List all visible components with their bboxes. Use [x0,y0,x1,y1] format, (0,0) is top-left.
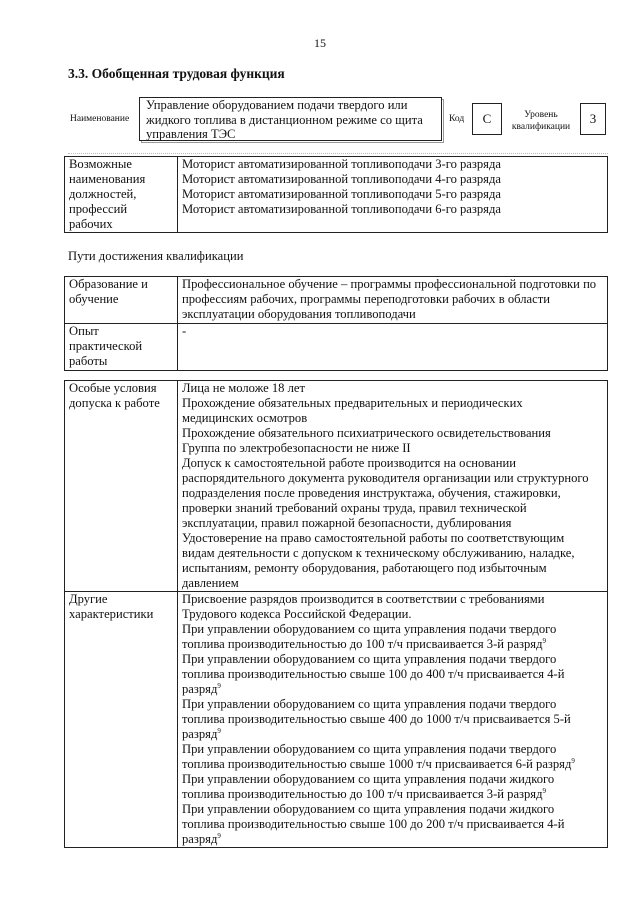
characteristic-line [182,637,603,652]
characteristic-text: При управлении оборудованием со щита управления подачи твердого [182,652,557,666]
function-name-box [139,97,442,141]
characteristic-line [182,667,603,682]
name-label: Наименование [70,114,130,124]
condition-line: подразделения после проведения инструктажа, обучения, стажировки, [182,486,561,500]
positions-label [65,157,178,233]
experience-label [65,324,178,371]
footnote-ref: 9 [542,636,547,645]
function-name-line: Управление оборудованием подачи твердого или [146,98,408,112]
characteristic-line [182,607,603,622]
characteristic-text: При управлении оборудованием со щита управления подачи твердого [182,742,557,756]
characteristic-text: Трудового кодекса Российской Федерации. [182,607,412,621]
other-label-line: характеристики [69,607,154,621]
characteristic-text: разряд [182,832,218,846]
characteristic-text: топлива производительностью свыше 1000 т/ч присваивается 6-й разряд [182,757,572,771]
positions-label-line: должностей, [69,187,137,201]
characteristic-text: При управлении оборудованием со щита управления подачи жидкого [182,772,555,786]
positions-label-line: профессий [69,202,128,216]
education-label-line: обучение [69,292,119,306]
footnote-ref: 9 [571,756,575,765]
other-label [65,592,178,848]
function-name-line: жидкого топлива в дистанционном режиме со щита [146,112,423,127]
characteristic-text: При управлении оборудованием со щита управления подачи жидкого [182,802,555,816]
characteristic-line [182,742,603,757]
characteristic-line [182,652,603,667]
conditions-label [65,381,178,592]
experience-value: - [178,324,608,371]
conditions-label-line: допуска к работе [69,396,160,410]
conditions-label-line: Особые условия [69,381,157,395]
condition-line: давлением [182,576,239,590]
experience-label-line: Опыт [69,324,99,338]
characteristic-text: При управлении оборудованием со щита управления подачи твердого [182,622,557,636]
experience-label-line: практической [69,339,143,353]
footnote-ref: 9 [217,831,221,840]
position-item: Моторист автоматизированной топливоподачи 5-го разряда [182,187,501,201]
condition-line: Группа по электробезопасности не ниже II [182,441,411,455]
footnote-ref: 9 [542,786,547,795]
conditions-value [178,381,608,592]
code-value: С [472,103,502,135]
condition-line: видам деятельности с допуском к техническому обслуживанию, наладке, [182,546,575,560]
education-line: профессиям рабочих, программы переподготовки рабочих в области [182,292,550,306]
level-label [508,109,574,133]
other-label-line: Другие [69,592,108,606]
characteristic-line [182,772,603,787]
characteristic-text: Присвоение разрядов производится в соответствии с требованиями [182,592,545,606]
education-value [178,277,608,324]
characteristic-line [182,832,603,847]
positions-list [178,157,608,233]
level-label-line: Уровень [524,110,558,120]
characteristic-line [182,697,603,712]
position-item: Моторист автоматизированной топливоподачи 6-го разряда [182,202,501,216]
characteristic-text: разряд [182,682,218,696]
characteristic-line [182,802,603,817]
condition-line: Удостоверение на право самостоятельной работы по соответствующим [182,531,565,545]
characteristic-text: топлива производительностью свыше 100 до 200 т/ч присваивается 4-й [182,817,565,831]
function-name-line: управления ТЭС [146,127,236,141]
positions-label-line: наименования [69,172,146,186]
level-value: 3 [580,103,606,135]
characteristic-text: При управлении оборудованием со щита управления подачи твердого [182,697,557,711]
characteristic-line [182,787,603,802]
condition-line: проверки знаний требований охраны труда, правил технической [182,501,527,515]
positions-label-line: рабочих [69,217,113,231]
page-number: 15 [314,36,326,50]
other-value [178,592,608,848]
code-label: Код [449,114,465,124]
characteristic-text: разряд [182,727,218,741]
condition-line: распорядительного документа руководителя организации или структурного [182,471,589,485]
paths-title: Пути достижения квалификации [68,249,244,263]
condition-line: Прохождение обязательного психиатрического освидетельствования [182,426,551,440]
education-line: эксплуатации оборудования топливоподачи [182,307,416,321]
education-label [65,277,178,324]
education-label-line: Образование и [69,277,148,291]
education-line: Профессиональное обучение – программы профессиональной подготовки по [182,277,597,291]
characteristic-line [182,817,603,832]
characteristic-line [182,712,603,727]
characteristic-line [182,682,603,697]
condition-line: эксплуатации, правил пожарной безопасности, дублирования [182,516,512,530]
divider [68,153,608,154]
characteristic-line [182,727,603,742]
condition-line: медицинских осмотров [182,411,308,425]
conditions-table [64,380,608,848]
characteristic-text: топлива производительностью до 100 т/ч присваивается 3-й разряд [182,637,543,651]
experience-label-line: работы [69,354,108,368]
positions-label-line: Возможные [69,157,132,171]
condition-line: испытаниям, ремонту оборудования, работающего под избыточным [182,561,547,575]
characteristic-text: топлива производительностью до 100 т/ч присваивается 3-й разряд [182,787,543,801]
section-title: 3.3. Обобщенная трудовая функция [68,66,285,81]
position-item: Моторист автоматизированной топливоподачи 4-го разряда [182,172,501,186]
condition-line: Прохождение обязательных предварительных и периодических [182,396,523,410]
positions-table [64,156,608,233]
characteristic-text: топлива производительностью свыше 400 до 1000 т/ч присваивается 5-й [182,712,571,726]
level-label-line: квалификации [511,122,571,132]
characteristic-line [182,622,603,637]
condition-line: Допуск к самостоятельной работе производится на основании [182,456,516,470]
position-item: Моторист автоматизированной топливоподачи 3-го разряда [182,157,501,171]
condition-line: Лица не моложе 18 лет [182,381,305,395]
characteristic-line [182,757,603,772]
footnote-ref: 9 [217,681,221,690]
characteristic-line [182,592,603,607]
characteristic-text: топлива производительностью свыше 100 до 400 т/ч присваивается 4-й [182,667,565,681]
education-table [64,276,608,371]
footnote-ref: 9 [217,726,221,735]
